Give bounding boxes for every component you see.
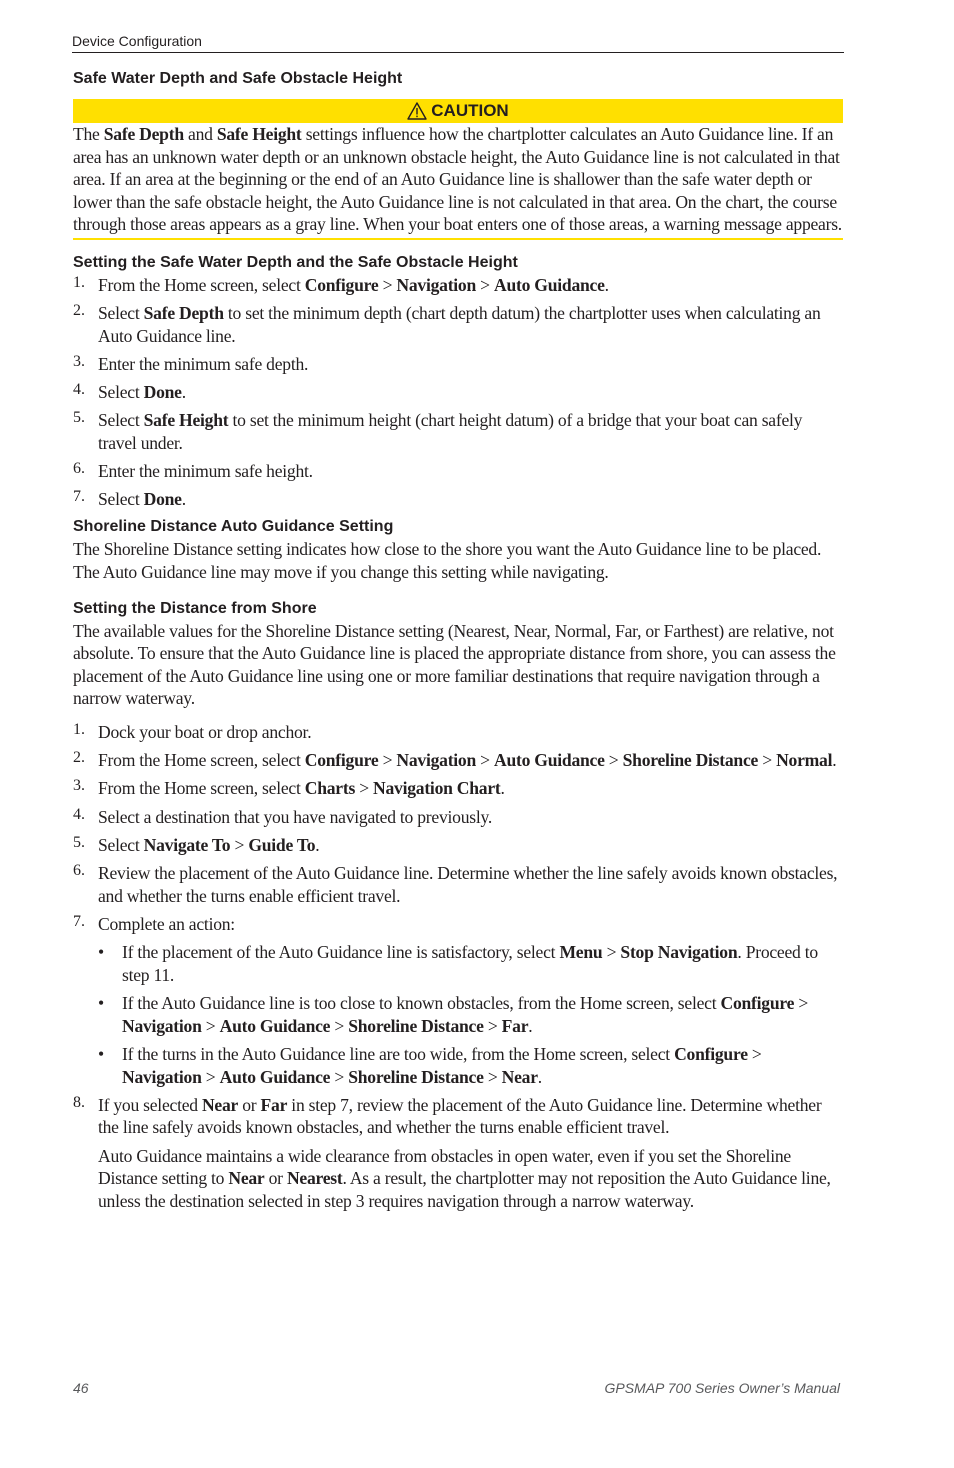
manual-title: GPSMAP 700 Series Owner’s Manual xyxy=(604,1380,840,1396)
list-item: 1. Dock your boat or drop anchor. xyxy=(73,721,312,743)
heading-distance-from-shore: Setting the Distance from Shore xyxy=(73,599,317,617)
heading-shoreline-distance: Shoreline Distance Auto Guidance Setting xyxy=(73,518,394,536)
list-item: 6. Review the placement of the Auto Guidance line. Determine whether the line safely avoids known obstacles, and whether the turns enable efficient travel. xyxy=(73,861,838,906)
list-item: 5. Select Navigate To > Guide To. xyxy=(73,833,320,855)
bullet-item: • If the Auto Guidance line is too close to known obstacles, from the Home screen, select Configure > Navigation > Auto Guidance > Shoreline Distance > Far. xyxy=(98,993,808,1036)
list-item: 6. Enter the minimum safe height. xyxy=(73,460,313,482)
heading-setting-safe-depth: Setting the Safe Water Depth and the Safe Obstacle Height xyxy=(73,253,518,271)
list-item: 7. Select Done. xyxy=(73,488,186,510)
step8-note: Auto Guidance maintains a wide clearance from obstacles in open water, even if you set the Shoreline Distance setting to Near or Nearest. As a result, the chartplotter may not reposition the Auto Guidance line, unless the destination selected in step 3 requires navigation through a narrow waterway. xyxy=(98,1145,831,1212)
list-item: 4. Select a destination that you have navigated to previously. xyxy=(73,805,493,827)
distance-from-shore-intro: The available values for the Shoreline Distance setting (Nearest, Near, Normal, Far, or Farthest) are relative, not absolute. To ensure that the Auto Guidance line is placed the appropriate distance from shore, you can assess the placement of the Auto Guidance line using one or more familiar destinations that require navigation through a narrow waterway. xyxy=(73,620,836,709)
shoreline-distance-text: The Shoreline Distance setting indicates how close to the shore you want the Auto Guidance line to be placed. The Auto Guidance line may move if you change this setting while navigating. xyxy=(73,539,822,583)
header-rule xyxy=(72,52,844,53)
action-bullets xyxy=(73,941,843,1088)
list-item: 8. If you selected Near or Far in step 7, review the placement of the Auto Guidance line. Determine whether the line safely avoids known obstacles, and whether the turns enable efficient travel. Auto Guidance maintains a wide clearance from obstacles in open water, even if you set the Shoreline Distance setting to Near or Nearest. As a result, the chartplotter may not reposition the Auto Guidance line, unless the destination selected in step 3 requires navigation through a narrow waterway. xyxy=(73,1094,843,1213)
list-item: 7. Complete an action: • If the placement of the Auto Guidance line is satisfactory, select Menu > Stop Navigation. Proceed to step 11. • If the Auto Guidance line is too close to known obstacles, from the Home screen, select Configure > Navigation > Auto Guidance > Shoreline Distance > Far. • If the turns in the Auto Guidance line are too wide, from the Home screen, select Configure > Navigation > Auto Guidance > Shoreline Distance > Near. xyxy=(73,913,843,1088)
caution-bar xyxy=(73,99,843,123)
page-number: 46 xyxy=(73,1380,89,1396)
bullet-item: • If the placement of the Auto Guidance line is satisfactory, select Menu > Stop Navigation. Proceed to step 11. xyxy=(98,942,818,985)
page-content xyxy=(73,68,843,1218)
caution-box xyxy=(73,99,843,240)
list-item: 2. From the Home screen, select Configure > Navigation > Auto Guidance > Shoreline Distance > Normal. xyxy=(73,749,837,771)
list-item: 1. From the Home screen, select Configure > Navigation > Auto Guidance. xyxy=(73,273,609,295)
list-item: 2. Select Safe Depth to set the minimum depth (chart depth datum) the chartplotter uses when calculating an Auto Guidance line. xyxy=(73,302,821,346)
bullet-item: • If the turns in the Auto Guidance line are too wide, from the Home screen, select Configure > Navigation > Auto Guidance > Shoreline Distance > Near. xyxy=(98,1043,762,1087)
steps-safe-depth xyxy=(73,274,843,511)
warning-icon xyxy=(407,102,427,120)
caution-label: CAUTION xyxy=(431,101,509,120)
list-item: 4. Select Done. xyxy=(73,381,186,403)
caution-text: The Safe Depth and Safe Height settings influence how the chartplotter calculates an Auto Guidance line. If an area has an unknown water depth or an unknown obstacle height, the Auto Guidance line is not calculated in that area. If an area at the beginning or the end of an Auto Guidance line is shallower than the safe water depth or lower than the safe obstacle height, the Auto Guidance line is not calculated in that area. On the chart, the course through those areas appears as a gray line. When your boat enters one of those areas, a warning message appears. xyxy=(73,124,842,235)
running-header: Device Configuration xyxy=(72,33,202,49)
list-item: 5. Select Safe Height to set the minimum height (chart height datum) of a bridge that your boat can safely travel under. xyxy=(73,409,803,453)
steps-distance-from-shore xyxy=(73,721,843,1213)
heading-safe-water-depth: Safe Water Depth and Safe Obstacle Height xyxy=(73,70,403,87)
list-item: 3. Enter the minimum safe depth. xyxy=(73,352,309,374)
list-item: 3. From the Home screen, select Charts > Navigation Chart. xyxy=(73,777,505,799)
